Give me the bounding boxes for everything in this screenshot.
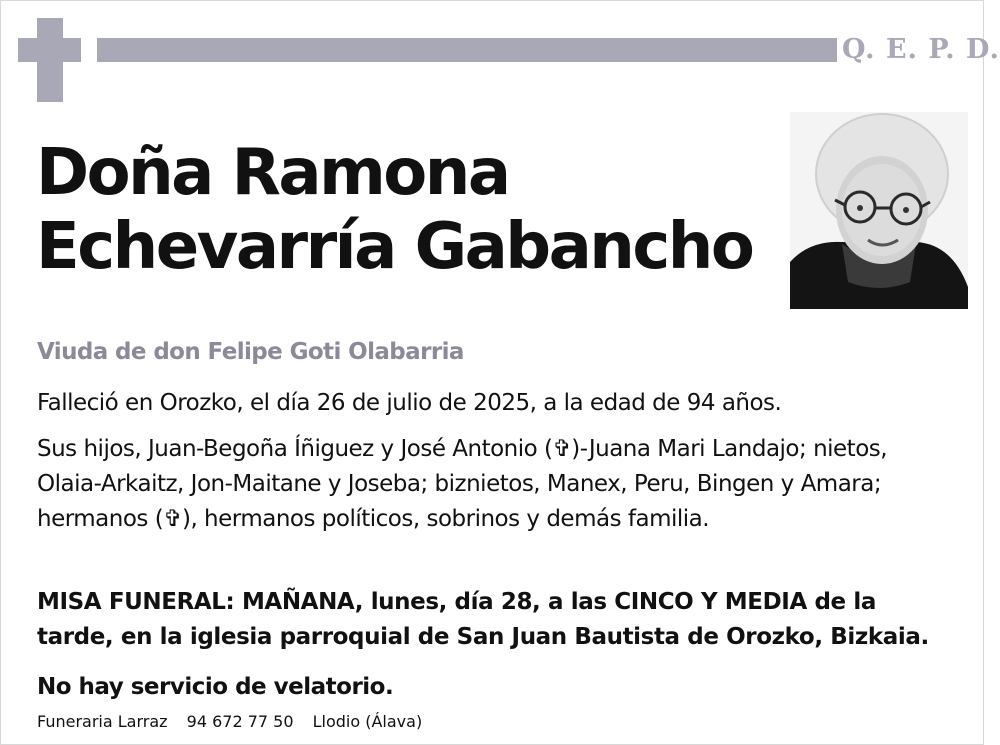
no-wake-notice: No hay servicio de velatorio. [37,674,394,700]
portrait-photo [790,112,968,309]
funeral-home-location: Llodio (Álava) [312,712,423,731]
funeral-mass-line1: MISA FUNERAL: MAÑANA, lunes, día 28, a las CINCO Y MEDIA de la [37,589,876,615]
family-list: Sus hijos, Juan-Begoña Íñiguez y José Antonio (✞)-Juana Mari Landajo; nietos, Olaia-Arkaitz, Jon-Maitane y Joseba; biznietos, Manex, Peru, Bingen y Amara; hermanos (✞), hermanos políticos, sobrinos y demás familia. [37,436,888,532]
deceased-name-line1: Doña Ramona [36,136,509,210]
deceased-name-line2: Echevarría Gabancho [36,210,753,284]
cross-icon-bar [18,38,81,62]
funeral-mass-line2: tarde, en la iglesia parroquial de San Juan Bautista de Orozko, Bizkaia. [37,624,929,650]
qepd-badge: Q. E. P. D. [842,34,1000,65]
funeral-home-footer [37,712,436,731]
widow-of-line: Viuda de don Felipe Goti Olabarria [37,339,464,365]
funeral-home-phone: 94 672 77 50 [186,712,294,731]
header-rule [97,38,837,62]
funeral-mass-info [37,585,967,655]
funeral-home-name: Funeraria Larraz [37,712,168,731]
deceased-name [36,136,796,284]
death-notice: Falleció en Orozko, el día 26 de julio de 2025, a la edad de 94 años. [37,390,782,416]
